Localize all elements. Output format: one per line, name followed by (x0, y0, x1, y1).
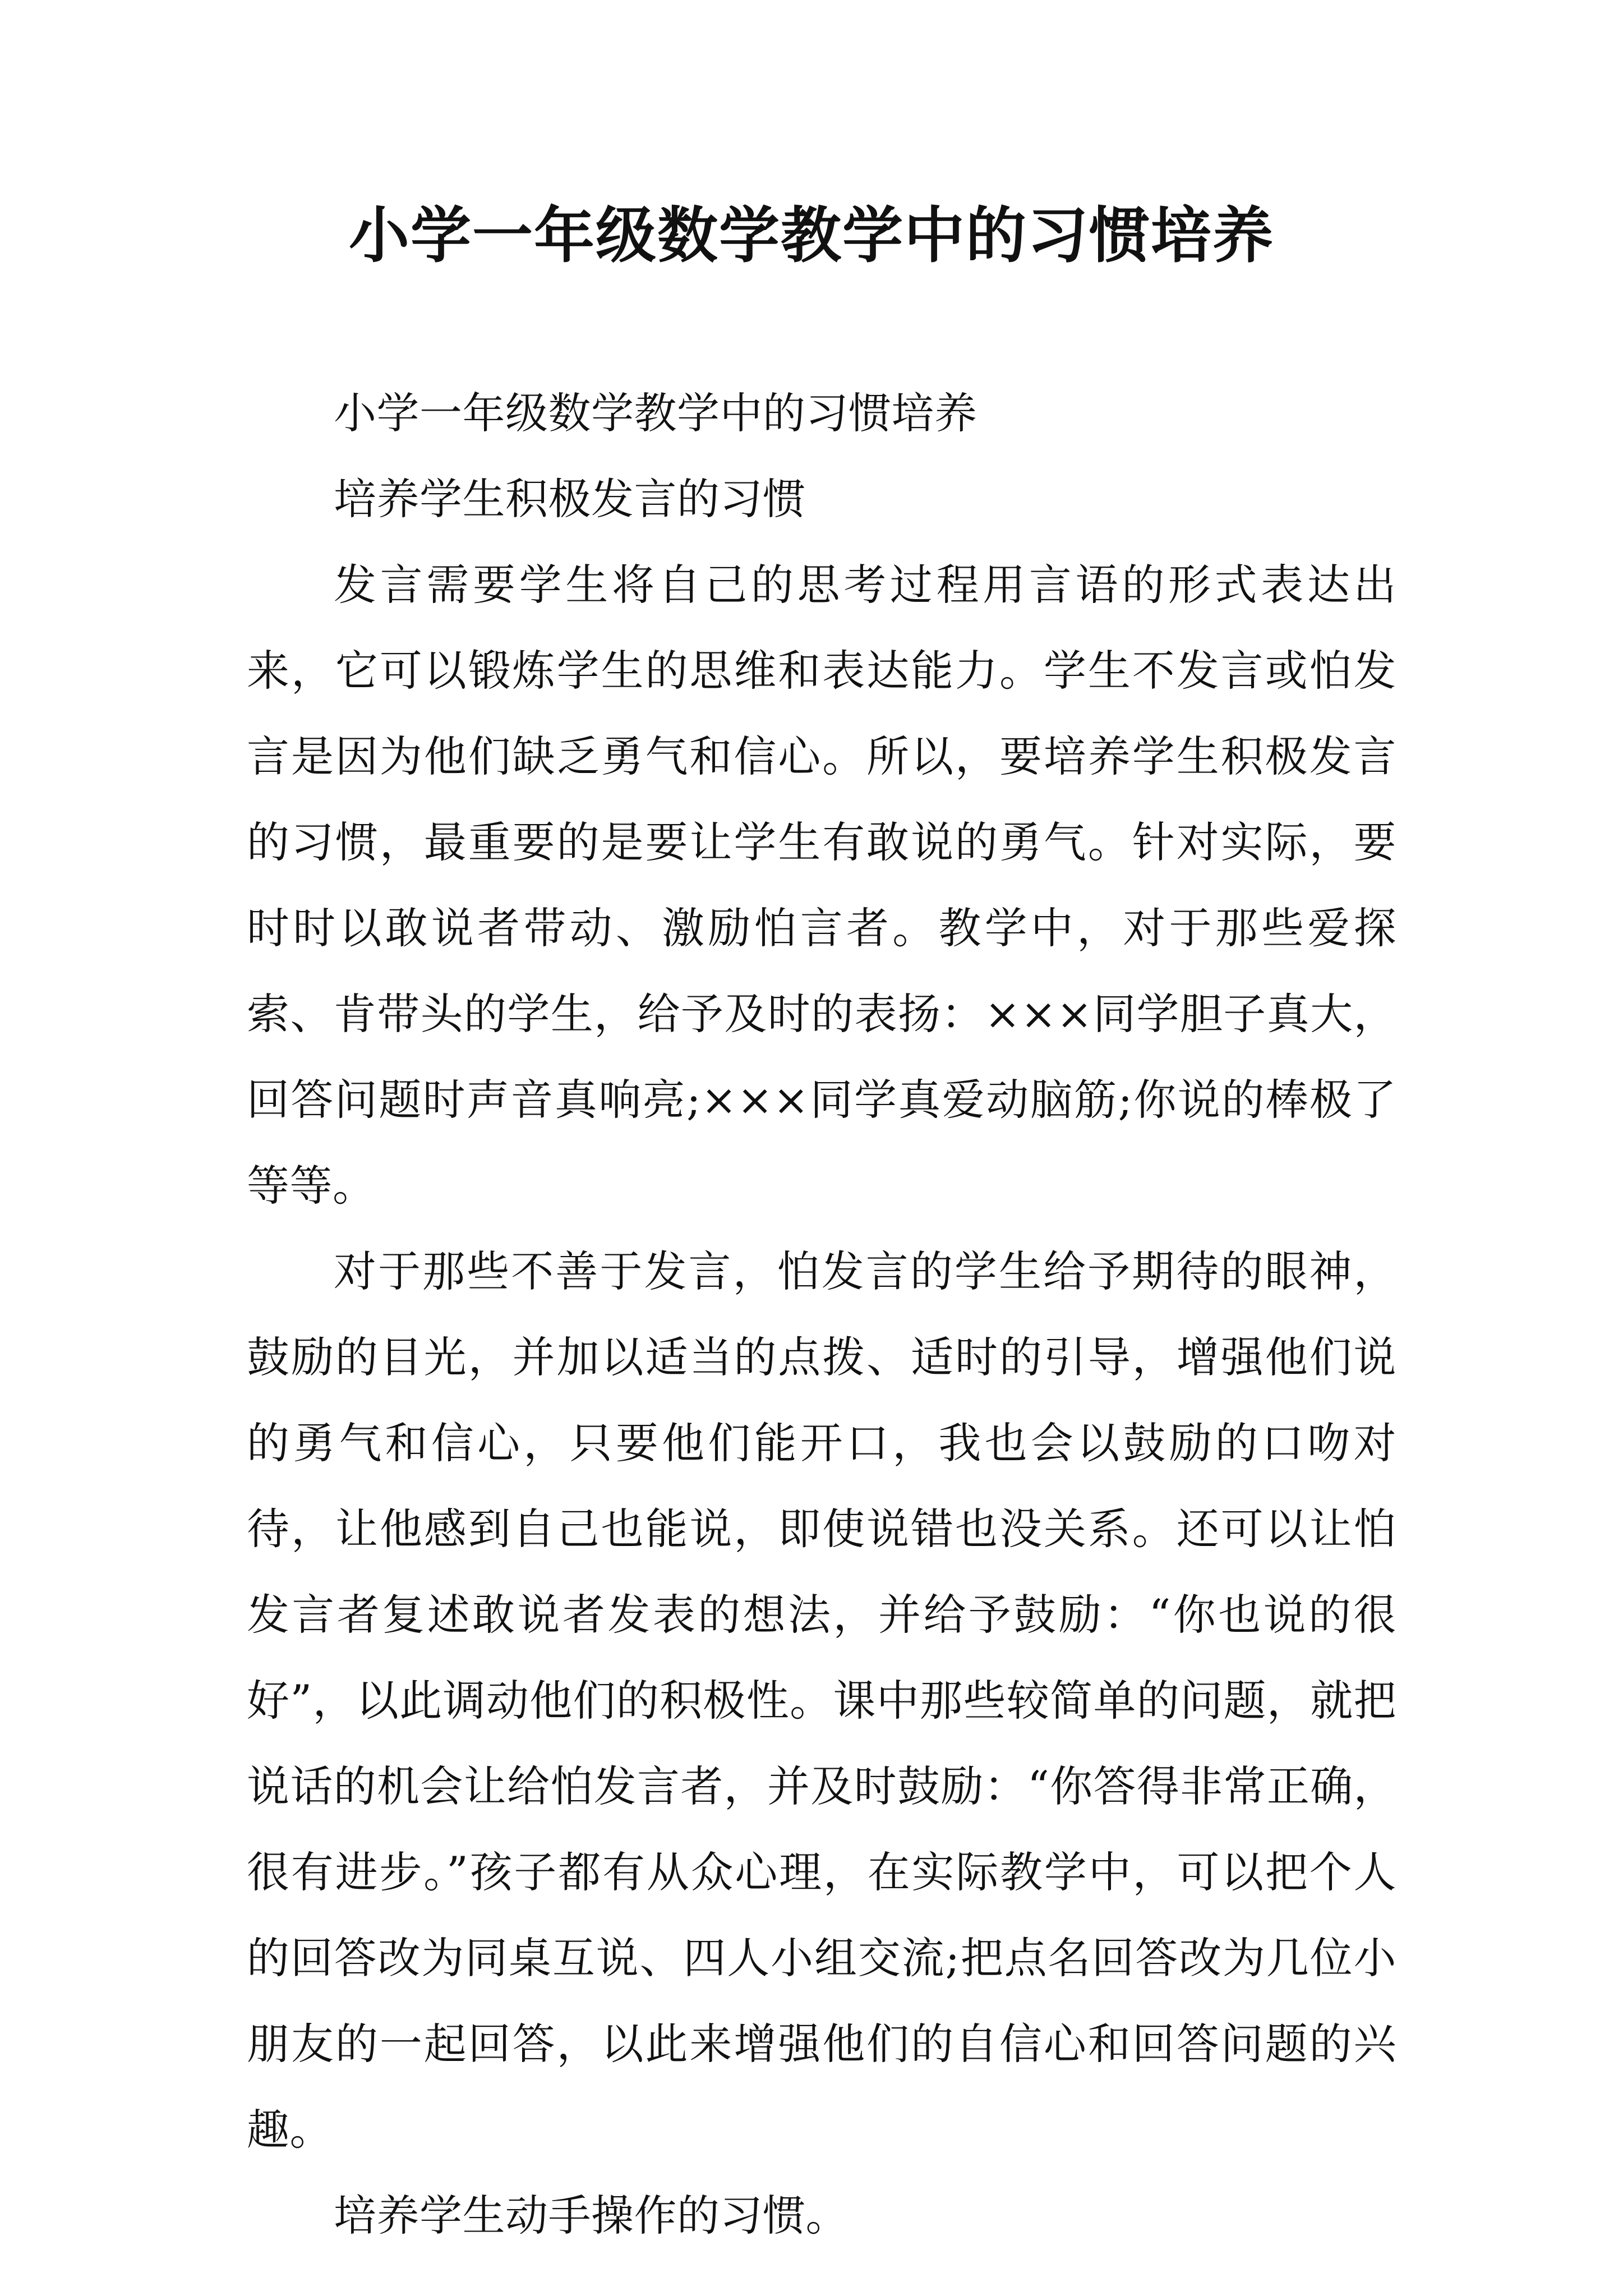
paragraph-subtitle: 小学一年级数学教学中的习惯培养 (334, 388, 978, 438)
paragraph-heading-hands-on: 培养学生动手操作的习惯。 (334, 2191, 849, 2240)
document-body (247, 370, 1396, 2258)
document-title: 小学一年级数学教学中的习惯培养 (348, 200, 1274, 271)
paragraph-speaking-intro: 发言需要学生将自己的思考过程用言语的形式表达出来，它可以锻炼学生的思维和表达能力。学生不发言或怕发言是因为他们缺乏勇气和信心。所以，要培养学生积极发言的习惯，最重要的是要让学生有敢说的勇气。针对实际，要时时以敢说者带动、激励怕言者。教学中，对于那些爱探索、肯带头的学生，给予及时的表扬：×××同学胆子真大，回答问题时声音真响亮;×××同学真爱动脑筋;你说的棒极了等等。 (247, 560, 1396, 1211)
paragraph-speaking-encouragement: 对于那些不善于发言，怕发言的学生给予期待的眼神，鼓励的目光，并加以适当的点拨、适时的引导，增强他们说的勇气和信心，只要他们能开口，我也会以鼓励的口吻对待，让他感到自己也能说，即使说错也没关系。还可以让怕发言者复述敢说者发表的想法，并给予鼓励：“你也说的很好”，以此调动他们的积极性。课中那些较简单的问题，就把说话的机会让给怕发言者，并及时鼓励：“你答得非常正确，很有进步。”孩子都有从众心理，在实际教学中，可以把个人的回答改为同桌互说、四人小组交流;把点名回答改为几位小朋友的一起回答，以此来增强他们的自信心和回答问题的兴趣。 (247, 1246, 1396, 2155)
paragraph-heading-speaking: 培养学生积极发言的习惯 (334, 474, 806, 524)
